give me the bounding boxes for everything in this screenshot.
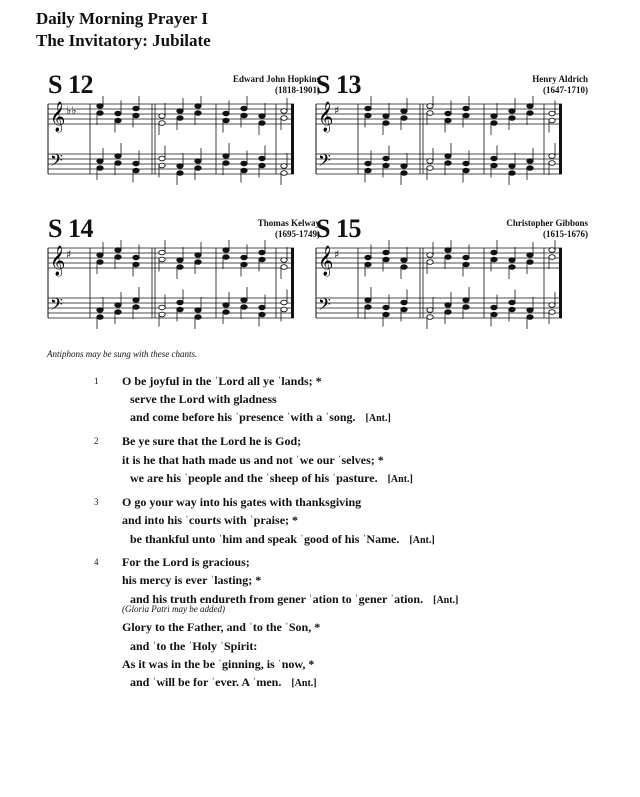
- lower-note: [97, 111, 103, 116]
- lower-note: [509, 116, 515, 121]
- quarter-note: [491, 250, 497, 255]
- lower-note: [115, 118, 121, 123]
- lower-note: [491, 121, 497, 126]
- half-note: [159, 114, 165, 119]
- quarter-note: [527, 253, 533, 258]
- lower-note: [445, 310, 451, 315]
- lower-note: [549, 118, 555, 123]
- quarter-note: [241, 298, 247, 303]
- lower-note: [241, 262, 247, 267]
- quarter-note: [115, 303, 121, 308]
- quarter-note: [133, 161, 139, 166]
- lower-note: [133, 168, 139, 173]
- antiphon-marker: [Ant.]: [291, 678, 317, 689]
- lower-note: [463, 113, 469, 118]
- quarter-note: [177, 300, 183, 305]
- verse-line: his mercy is ever ˈlasting; *: [122, 573, 262, 587]
- quarter-note: [463, 255, 469, 260]
- lower-note: [241, 305, 247, 310]
- verse-text: be thankful unto ˈhim and speak ˈgood of his ˈName.: [130, 532, 400, 546]
- gloria-line: As it was in the be ˈginning, is ˈnow, *: [122, 657, 315, 671]
- gloria-line: Glory to the Father, and ˈto the ˈSon, *: [122, 620, 321, 634]
- lower-note: [491, 163, 497, 168]
- treble-clef: 𝄞: [50, 246, 66, 276]
- key-signature: ♭♭: [66, 104, 77, 117]
- quarter-note: [365, 255, 371, 260]
- lower-note: [281, 116, 287, 121]
- key-signature: ♯: [334, 248, 340, 261]
- quarter-note: [463, 106, 469, 111]
- composer-name: Edward John Hopkins: [232, 74, 320, 84]
- lower-note: [491, 312, 497, 317]
- bass-clef: 𝄢: [318, 150, 331, 174]
- half-note: [549, 248, 555, 253]
- quarter-note: [223, 303, 229, 308]
- quarter-note: [401, 300, 407, 305]
- lower-note: [509, 307, 515, 312]
- lower-note: [427, 111, 433, 116]
- quarter-note: [97, 104, 103, 109]
- lower-note: [259, 312, 265, 317]
- page-subtitle: The Invitatory: Jubilate: [36, 31, 211, 50]
- antiphon-marker: [Ant.]: [409, 535, 435, 546]
- lower-note: [97, 315, 103, 320]
- bass-clef: 𝄢: [318, 294, 331, 318]
- half-note: [549, 303, 555, 308]
- lower-note: [383, 312, 389, 317]
- lower-note: [281, 265, 287, 270]
- chant-s13: [314, 70, 596, 198]
- composer: [233, 74, 320, 96]
- quarter-note: [509, 300, 515, 305]
- quarter-note: [463, 298, 469, 303]
- quarter-note: [223, 111, 229, 116]
- lower-note: [223, 255, 229, 260]
- lower-note: [427, 315, 433, 320]
- lower-note: [223, 118, 229, 123]
- music-score: [46, 240, 298, 340]
- quarter-note: [491, 114, 497, 119]
- quarter-note: [177, 109, 183, 114]
- lower-note: [549, 161, 555, 166]
- quarter-note: [383, 156, 389, 161]
- lower-note: [259, 257, 265, 262]
- chant-s14: [46, 214, 328, 342]
- half-note: [549, 111, 555, 116]
- chant-s12: [46, 70, 328, 198]
- lower-note: [401, 116, 407, 121]
- lower-note: [383, 121, 389, 126]
- lower-note: [133, 262, 139, 267]
- quarter-note: [401, 109, 407, 114]
- quarter-note: [509, 164, 515, 169]
- quarter-note: [527, 159, 533, 164]
- chant-number: S 13: [316, 70, 361, 99]
- half-note: [427, 104, 433, 109]
- gloria-line: and ˈto the ˈHoly ˈSpirit:: [130, 639, 258, 653]
- lower-note: [383, 257, 389, 262]
- page-title: Daily Morning Prayer I: [36, 9, 209, 28]
- composer-name: Henry Aldrich: [532, 74, 588, 84]
- quarter-note: [401, 258, 407, 263]
- lower-note: [463, 262, 469, 267]
- quarter-note: [115, 154, 121, 159]
- lower-note: [177, 171, 183, 176]
- quarter-note: [97, 308, 103, 313]
- half-note: [281, 109, 287, 114]
- quarter-note: [259, 305, 265, 310]
- half-note: [427, 253, 433, 258]
- lower-note: [549, 310, 555, 315]
- quarter-note: [491, 305, 497, 310]
- quarter-note: [97, 159, 103, 164]
- half-note: [281, 258, 287, 263]
- quarter-note: [133, 106, 139, 111]
- verse-number: 1: [94, 376, 99, 386]
- quarter-note: [445, 248, 451, 253]
- quarter-note: [259, 114, 265, 119]
- lower-note: [365, 113, 371, 118]
- half-note: [159, 305, 165, 310]
- quarter-note: [223, 154, 229, 159]
- quarter-note: [241, 255, 247, 260]
- lower-note: [177, 307, 183, 312]
- quarter-note: [241, 161, 247, 166]
- quarter-note: [97, 253, 103, 258]
- lower-note: [527, 166, 533, 171]
- quarter-note: [115, 111, 121, 116]
- quarter-note: [365, 298, 371, 303]
- composer-dates: (1818-1901): [275, 85, 320, 95]
- lower-note: [241, 113, 247, 118]
- verse-line: Be ye sure that the Lord he is God;: [122, 434, 302, 448]
- lower-note: [401, 307, 407, 312]
- quarter-note: [195, 159, 201, 164]
- quarter-note: [195, 253, 201, 258]
- lower-note: [115, 255, 121, 260]
- key-signature: ♯: [334, 104, 340, 117]
- lower-note: [549, 255, 555, 260]
- verse-line: O go your way into his gates with thanksgiving: [122, 495, 362, 509]
- quarter-note: [177, 164, 183, 169]
- lower-note: [177, 265, 183, 270]
- lower-note: [177, 116, 183, 121]
- half-note: [549, 154, 555, 159]
- lower-note: [365, 305, 371, 310]
- treble-clef: 𝄞: [50, 102, 66, 132]
- bass-clef: 𝄢: [50, 294, 63, 318]
- chant-number: S 15: [316, 214, 361, 243]
- quarter-note: [223, 248, 229, 253]
- lower-note: [259, 163, 265, 168]
- lower-note: [133, 113, 139, 118]
- lower-note: [115, 310, 121, 315]
- quarter-note: [195, 308, 201, 313]
- half-note: [159, 156, 165, 161]
- quarter-note: [259, 156, 265, 161]
- verse-line: [130, 410, 391, 425]
- lower-note: [223, 310, 229, 315]
- lower-note: [401, 171, 407, 176]
- half-note: [427, 308, 433, 313]
- lower-note: [115, 161, 121, 166]
- composer-name: Christopher Gibbons: [506, 218, 588, 228]
- verse-text: and his truth endureth from gener ˈation to ˈgener ˈation.: [130, 592, 424, 606]
- lower-note: [445, 161, 451, 166]
- lower-note: [463, 168, 469, 173]
- antiphon-note: Antiphons may be sung with these chants.: [47, 349, 198, 359]
- lower-note: [159, 163, 165, 168]
- quarter-note: [195, 104, 201, 109]
- treble-clef: 𝄞: [318, 246, 334, 276]
- quarter-note: [115, 248, 121, 253]
- lower-note: [365, 262, 371, 267]
- quarter-note: [401, 164, 407, 169]
- verse-number: 3: [94, 497, 99, 507]
- quarter-note: [527, 308, 533, 313]
- lower-note: [159, 257, 165, 262]
- lower-note: [427, 166, 433, 171]
- chant-number: S 14: [48, 214, 93, 243]
- lower-note: [241, 168, 247, 173]
- quarter-note: [177, 258, 183, 263]
- quarter-note: [365, 106, 371, 111]
- lower-note: [491, 257, 497, 262]
- antiphon-marker: [Ant.]: [433, 595, 459, 606]
- quarter-note: [241, 106, 247, 111]
- half-note: [427, 159, 433, 164]
- music-score: [46, 96, 298, 196]
- lower-note: [223, 161, 229, 166]
- gloria-line: [130, 675, 317, 690]
- final-bar: [291, 104, 294, 174]
- verse-line: it is he that hath made us and not ˈwe our ˈselves; *: [122, 453, 384, 467]
- quarter-note: [509, 109, 515, 114]
- music-score: [314, 96, 566, 196]
- lower-note: [195, 260, 201, 265]
- antiphon-marker: [Ant.]: [365, 413, 391, 424]
- quarter-note: [445, 111, 451, 116]
- chant-number: S 12: [48, 70, 93, 99]
- lower-note: [159, 312, 165, 317]
- composer-name: Thomas Kelway: [257, 218, 320, 228]
- verse-number: 4: [94, 557, 99, 567]
- key-signature: ♯: [66, 248, 72, 261]
- verse-line: serve the Lord with gladness: [130, 392, 277, 406]
- quarter-note: [463, 161, 469, 166]
- lower-note: [383, 163, 389, 168]
- quarter-note: [383, 250, 389, 255]
- lower-note: [97, 166, 103, 171]
- final-bar: [291, 248, 294, 318]
- quarter-note: [259, 250, 265, 255]
- lower-note: [195, 166, 201, 171]
- verse-number: 2: [94, 436, 99, 446]
- verse-line: [130, 532, 435, 547]
- half-note: [281, 300, 287, 305]
- verse-text: and come before his ˈpresence ˈwith a ˈsong.: [130, 410, 356, 424]
- verse-line: O be joyful in the ˈLord all ye ˈlands; *: [122, 374, 322, 388]
- lower-note: [281, 171, 287, 176]
- composer-dates: (1647-1710): [543, 85, 588, 95]
- lower-note: [259, 121, 265, 126]
- half-note: [159, 250, 165, 255]
- composer: [258, 218, 320, 240]
- antiphon-marker: [Ant.]: [387, 474, 413, 485]
- verse-line: [130, 471, 413, 486]
- composer: [532, 74, 588, 96]
- lower-note: [527, 111, 533, 116]
- quarter-note: [509, 258, 515, 263]
- lower-note: [527, 260, 533, 265]
- composer-dates: (1695-1749): [275, 229, 320, 239]
- quarter-note: [491, 156, 497, 161]
- lower-note: [195, 111, 201, 116]
- lower-note: [427, 260, 433, 265]
- quarter-note: [383, 305, 389, 310]
- lower-note: [281, 307, 287, 312]
- gloria-text: and ˈwill be for ˈever. A ˈmen.: [130, 675, 282, 689]
- composer-dates: (1615-1676): [543, 229, 588, 239]
- lower-note: [509, 171, 515, 176]
- quarter-note: [527, 104, 533, 109]
- lower-note: [445, 255, 451, 260]
- lower-note: [97, 260, 103, 265]
- lower-note: [195, 315, 201, 320]
- composer: [506, 218, 588, 240]
- final-bar: [559, 248, 562, 318]
- lower-note: [159, 121, 165, 126]
- lower-note: [365, 168, 371, 173]
- lower-note: [527, 315, 533, 320]
- quarter-note: [365, 161, 371, 166]
- lower-note: [133, 305, 139, 310]
- treble-clef: 𝄞: [318, 102, 334, 132]
- music-score: [314, 240, 566, 340]
- chant-s15: [314, 214, 596, 342]
- lower-note: [463, 305, 469, 310]
- quarter-note: [133, 298, 139, 303]
- quarter-note: [133, 255, 139, 260]
- verse-line: and into his ˈcourts with ˈpraise; *: [122, 513, 299, 527]
- bass-clef: 𝄢: [50, 150, 63, 174]
- quarter-note: [383, 114, 389, 119]
- quarter-note: [445, 303, 451, 308]
- half-note: [281, 164, 287, 169]
- verse-line: For the Lord is gracious;: [122, 555, 250, 569]
- verse-text: we are his ˈpeople and the ˈsheep of his ˈpasture.: [130, 471, 378, 485]
- final-bar: [559, 104, 562, 174]
- lower-note: [401, 265, 407, 270]
- quarter-note: [445, 154, 451, 159]
- gloria-rubric: (Gloria Patri may be added): [122, 604, 225, 614]
- lower-note: [509, 265, 515, 270]
- lower-note: [445, 118, 451, 123]
